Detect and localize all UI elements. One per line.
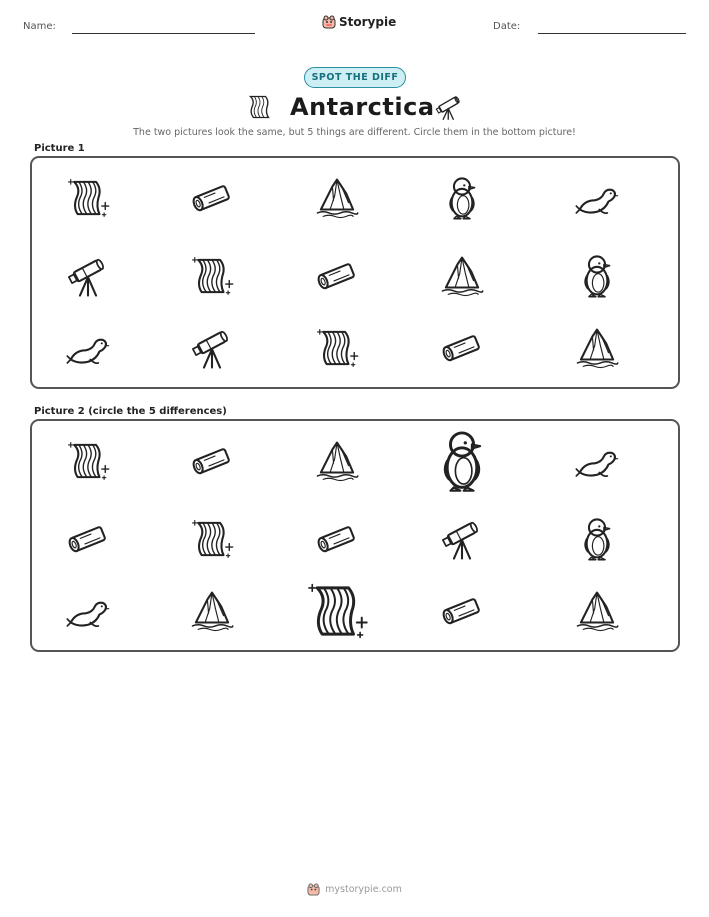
log-icon (439, 325, 485, 371)
telescope-icon (65, 253, 111, 299)
name-line (72, 33, 255, 34)
title-row (0, 90, 709, 126)
log-icon (189, 175, 235, 221)
picture-1-label: Picture 1 (34, 143, 85, 154)
aurora-icon[interactable] (304, 578, 370, 644)
aurora-icon (246, 92, 276, 122)
aurora-icon (189, 253, 235, 299)
seal-icon (65, 325, 111, 371)
footer (0, 880, 709, 898)
picture-1-grid (32, 158, 678, 387)
aurora-icon[interactable] (65, 438, 111, 484)
penguin-icon[interactable] (574, 516, 620, 562)
aurora-icon (314, 325, 360, 371)
picture-2-panel[interactable] (30, 419, 680, 652)
spot-the-diff-badge: SPOT THE DIFF (304, 67, 406, 88)
seal-icon[interactable] (574, 438, 620, 484)
iceberg-icon (439, 253, 485, 299)
storypie-mascot-icon (307, 883, 320, 896)
penguin-icon[interactable] (429, 428, 495, 494)
seal-icon[interactable] (65, 588, 111, 634)
log-icon[interactable] (65, 516, 111, 562)
telescope-icon (189, 325, 235, 371)
picture-2-label: Picture 2 (circle the 5 differences) (34, 406, 227, 417)
storypie-mascot-icon (322, 15, 336, 29)
name-label: Name: (23, 21, 56, 32)
logo-text: Storypie (339, 15, 397, 29)
picture-2-grid[interactable] (32, 421, 678, 650)
seal-icon (574, 175, 620, 221)
iceberg-icon[interactable] (574, 588, 620, 634)
worksheet-header (0, 0, 709, 50)
footer-url: mystorypie.com (325, 883, 402, 895)
page-title: Antarctica (290, 93, 435, 121)
picture-1-panel (30, 156, 680, 389)
iceberg-icon[interactable] (314, 438, 360, 484)
log-icon[interactable] (314, 516, 360, 562)
storypie-logo (322, 12, 396, 32)
log-icon[interactable] (439, 588, 485, 634)
log-icon (314, 253, 360, 299)
iceberg-icon (314, 175, 360, 221)
iceberg-icon[interactable] (189, 588, 235, 634)
date-line (538, 33, 686, 34)
aurora-icon[interactable] (189, 516, 235, 562)
instructions-text: The two pictures look the same, but 5 things are different. Circle them in the bottom picture! (133, 127, 576, 138)
log-icon[interactable] (189, 438, 235, 484)
date-label: Date: (493, 21, 521, 32)
aurora-icon (65, 175, 111, 221)
iceberg-icon (574, 325, 620, 371)
telescope-icon (434, 92, 464, 122)
penguin-icon (439, 175, 485, 221)
telescope-icon[interactable] (439, 516, 485, 562)
penguin-icon (574, 253, 620, 299)
